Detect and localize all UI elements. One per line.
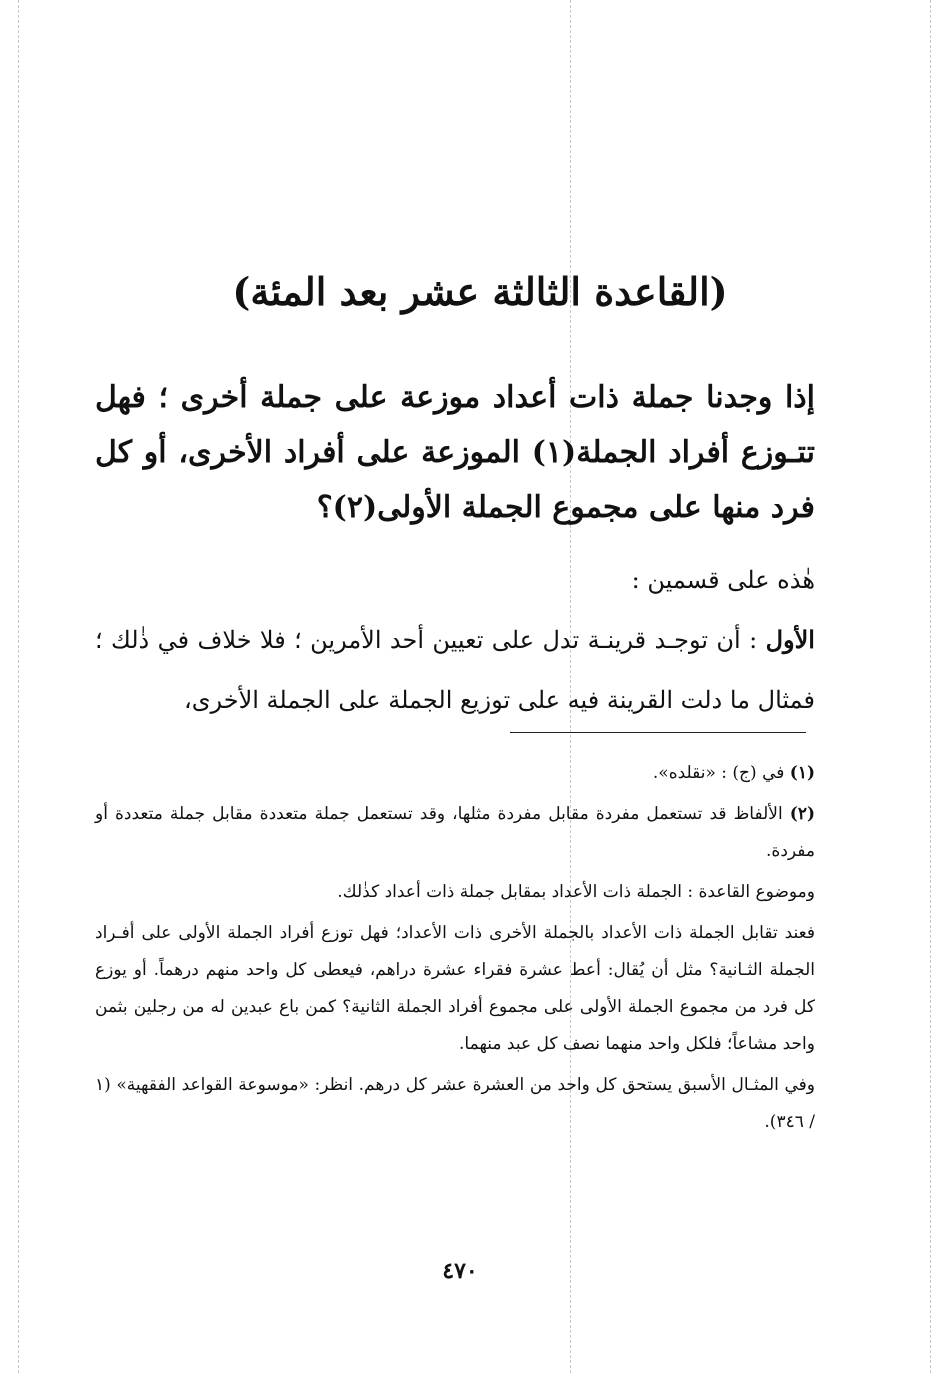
- first-paragraph: [95, 610, 815, 730]
- footnote-2: [95, 796, 815, 870]
- footnote-paragraph-3: وفي المثـال الأسبق يستحق كل واحد من العشرة عشر كل درهم. انظر: «موسوعة القواعد الفقهية» (١ / ٣٤٦).: [95, 1075, 815, 1132]
- page-title: (القاعدة الثالثة عشر بعد المئة): [232, 269, 728, 314]
- margin-dotted-line-left: [18, 0, 19, 1373]
- footnote-1-text: في (ج) : «نقلده».: [652, 763, 785, 783]
- footnote-separator: [510, 732, 806, 733]
- footnote-paragraph-2: فعند تقابل الجملة ذات الأعداد بالجملة الأخرى ذات الأعداد؛ فهل توزع أفراد الجملة الأولى على أفـراد الجملة الثـانية؟ مثل أن يُقال: أعط عشرة فقراء عشرة دراهم، فيعطى كل واحد منهم درهماً. أو يوزع كل فرد من مجموع الجملة الأولى على مجموع أفراد الجملة الثانية؟ كمن باع عبدين له من رجلين بثمن واحد مشاعاً؛ فلكل واحد منهما نصف كل عبد منهما.: [95, 923, 815, 1054]
- footnote-1-number: (١): [789, 763, 815, 783]
- footnote-paragraph-1: وموضوع القاعدة : الجملة ذات الأعداد بمقابل جملة ذات أعداد كذٰلك.: [337, 882, 815, 902]
- first-lead: الأول: [765, 625, 815, 654]
- rule-statement: إذا وجدنا جملة ذات أعداد موزعة على جملة أخرى ؛ فهل تتـوزع أفراد الجملة(١) الموزعة على أفراد الأخرى، أو كل فرد منها على مجموع الجملة الأولى(٢)؟: [95, 380, 815, 525]
- intro-line: هٰذه على قسمين :: [631, 566, 815, 594]
- footnotes: [95, 755, 815, 1145]
- page-number: ٤٧٠: [442, 1258, 478, 1284]
- footnote-2-number: (٢): [789, 804, 815, 824]
- margin-dotted-line-right: [930, 0, 931, 1373]
- footnote-2-text: الألفاظ قد تستعمل مفردة مقابل مفردة مثلها، وقد تستعمل جملة متعددة مقابل جملة متعددة أو مفردة.: [95, 804, 815, 861]
- footnote-1: [95, 755, 815, 792]
- first-text: : أن توجـد قرينـة تدل على تعيين أحد الأمرين ؛ فلا خلاف في ذٰلك ؛ فمثال ما دلت القرينة فيه على توزيع الجملة على الجملة الأخرى،: [95, 626, 815, 714]
- body-text: [95, 550, 815, 730]
